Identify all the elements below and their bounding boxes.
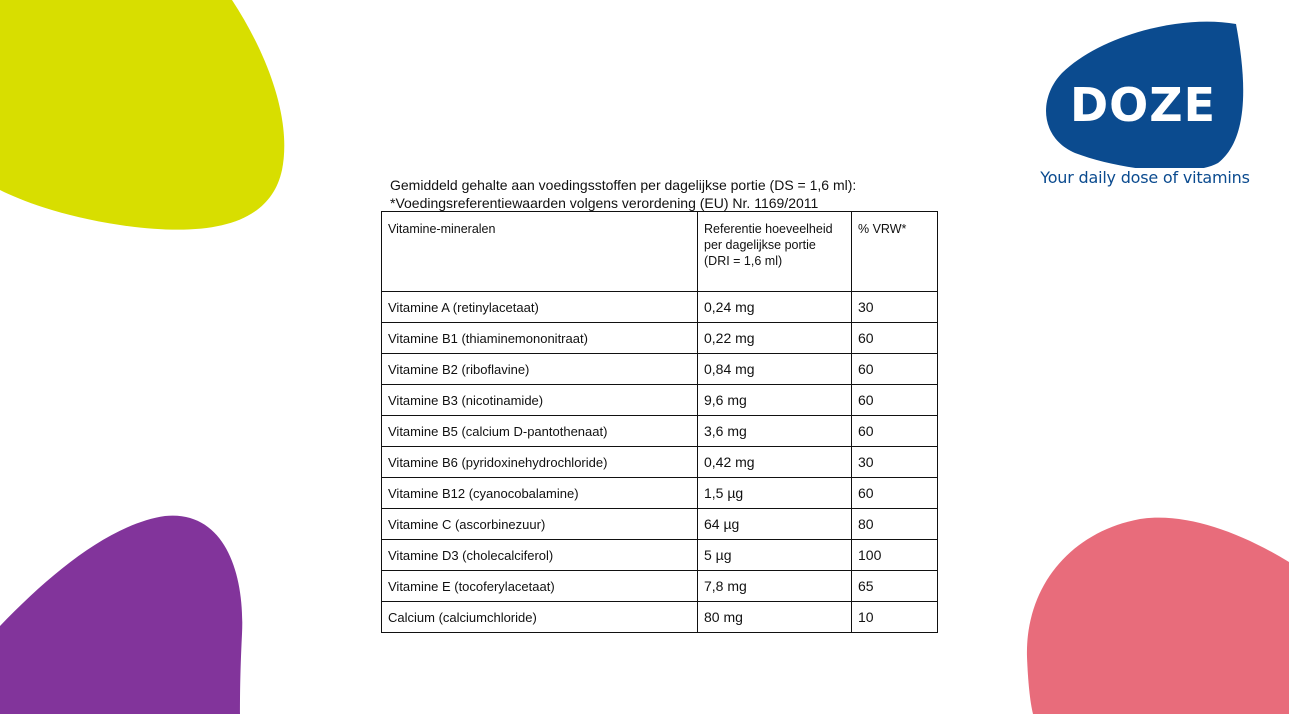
table-row [382,478,938,509]
table-row [382,540,938,571]
table-header-row [382,212,938,292]
cell-amount: 1,5 µg [698,478,852,509]
cell-percent: 60 [852,478,938,509]
table-row [382,602,938,633]
cell-amount: 0,24 mg [698,292,852,323]
header-nutrient: Vitamine-mineralen [382,212,698,292]
logo-drop-mark [1040,18,1250,168]
table-row [382,323,938,354]
doze-logo [1040,18,1250,208]
cell-percent: 10 [852,602,938,633]
cell-nutrient: Calcium (calciumchloride) [382,602,698,633]
logo-tagline: Your daily dose of vitamins [1040,168,1250,187]
cell-amount: 64 µg [698,509,852,540]
cell-amount: 9,6 mg [698,385,852,416]
table-row [382,509,938,540]
cell-nutrient: Vitamine B5 (calcium D-pantothenaat) [382,416,698,447]
table-row [382,571,938,602]
cell-nutrient: Vitamine B1 (thiaminemononitraat) [382,323,698,354]
pink-blob-decoration [1025,517,1289,714]
cell-percent: 80 [852,509,938,540]
header-percent-rda: % VRW* [852,212,938,292]
cell-nutrient: Vitamine A (retinylacetaat) [382,292,698,323]
table-row [382,416,938,447]
cell-percent: 60 [852,385,938,416]
cell-nutrient: Vitamine B3 (nicotinamide) [382,385,698,416]
cell-nutrient: Vitamine B12 (cyanocobalamine) [382,478,698,509]
purple-blob-decoration [0,514,245,714]
nutrition-table [381,211,938,633]
table-row [382,292,938,323]
cell-amount: 5 µg [698,540,852,571]
cell-percent: 60 [852,416,938,447]
cell-nutrient: Vitamine D3 (cholecalciferol) [382,540,698,571]
cell-percent: 65 [852,571,938,602]
cell-nutrient: Vitamine B2 (riboflavine) [382,354,698,385]
cell-percent: 60 [852,354,938,385]
cell-amount: 80 mg [698,602,852,633]
table-row [382,354,938,385]
intro-line-2: *Voedingsreferentiewaarden volgens verordening (EU) Nr. 1169/2011 [390,195,819,211]
cell-amount: 3,6 mg [698,416,852,447]
table-row [382,447,938,478]
cell-amount: 0,42 mg [698,447,852,478]
header-reference-amount: Referentie hoeveelheid per dagelijkse portie (DRI = 1,6 ml) [698,212,852,292]
table-row [382,385,938,416]
logo-word: DOZE [1069,78,1217,132]
cell-amount: 7,8 mg [698,571,852,602]
lime-blob-decoration [0,0,290,235]
cell-percent: 30 [852,292,938,323]
cell-percent: 100 [852,540,938,571]
intro-text [390,176,856,212]
cell-nutrient: Vitamine B6 (pyridoxinehydrochloride) [382,447,698,478]
cell-amount: 0,84 mg [698,354,852,385]
intro-line-1: Gemiddeld gehalte aan voedingsstoffen per dagelijkse portie (DS = 1,6 ml): [390,177,857,193]
cell-nutrient: Vitamine E (tocoferylacetaat) [382,571,698,602]
cell-percent: 60 [852,323,938,354]
cell-amount: 0,22 mg [698,323,852,354]
cell-nutrient: Vitamine C (ascorbinezuur) [382,509,698,540]
cell-percent: 30 [852,447,938,478]
